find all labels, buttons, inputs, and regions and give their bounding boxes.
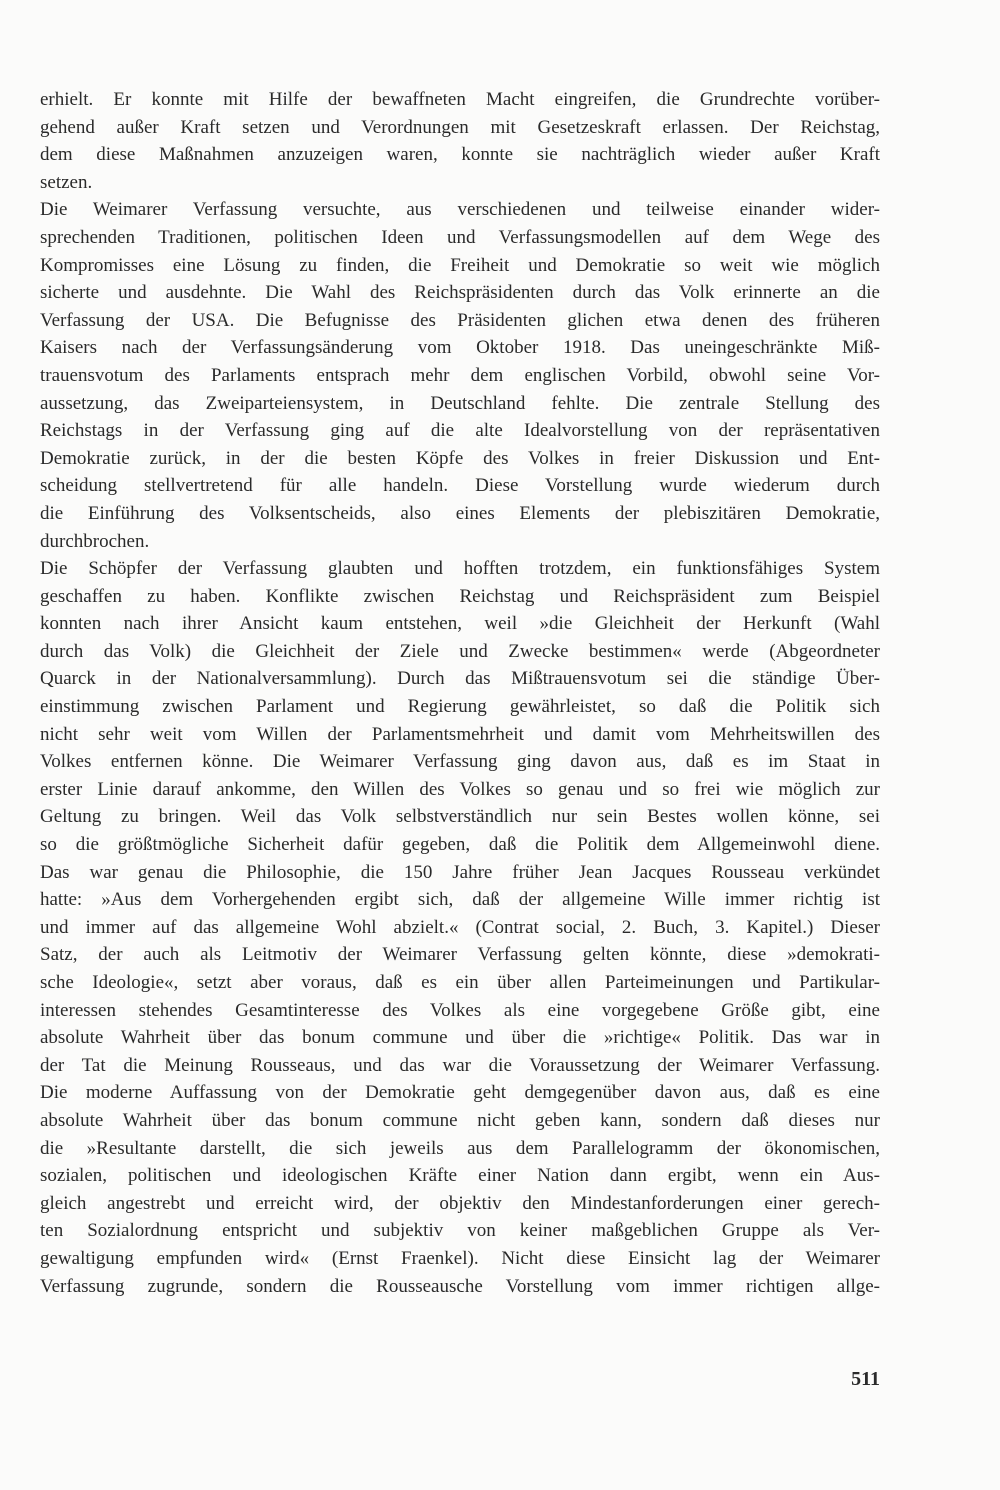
text-line: interessen stehendes Gesamtinteresse des Volkes als eine vorgegebene Größe gibt, eine <box>40 999 880 1021</box>
text-line: gewaltigung empfunden wird« (Ernst Fraenkel). Nicht diese Einsicht lag der Weimarer <box>40 1247 880 1269</box>
text-line: Die Weimarer Verfassung versuchte, aus verschiedenen und teilweise einander wider- <box>40 199 880 221</box>
text-line: Verfassung der USA. Die Befugnisse des Präsidenten glichen etwa denen des früheren <box>40 309 880 331</box>
text-line: die »Resultante darstellt, die sich jeweils aus dem Parallelogramm der ökonomischen, <box>40 1137 880 1159</box>
text-line: so die größtmögliche Sicherheit dafür gegeben, daß die Politik dem Allgemeinwohl diene. <box>40 834 880 856</box>
text-line: absolute Wahrheit über das bonum commune und über die »richtige« Politik. Das war in <box>40 1027 880 1049</box>
text-line: aussetzung, das Zweiparteiensystem, in Deutschland fehlte. Die zentrale Stellung des <box>40 392 880 414</box>
page-number: 511 <box>851 1368 880 1390</box>
text-line: sicherte und ausdehnte. Die Wahl des Reichspräsidenten durch das Volk erinnerte an die <box>40 282 880 304</box>
text-line: Kompromisses eine Lösung zu finden, die Freiheit und Demokratie so weit wie möglich <box>40 254 880 276</box>
text-line: die Einführung des Volksentscheids, also eines Elements der plebiszitären Demokratie, <box>40 502 880 524</box>
text-line: scheidung stellvertretend für alle handeln. Diese Vorstellung wurde wiederum durch <box>40 475 880 497</box>
text-line: Geltung zu bringen. Weil das Volk selbstverständlich nur sein Bestes wollen könne, sei <box>40 806 880 828</box>
text-line: trauensvotum des Parlaments entsprach mehr dem englischen Vorbild, obwohl seine Vor- <box>40 364 880 386</box>
text-line: Satz, der auch als Leitmotiv der Weimarer Verfassung gelten könnte, diese »demokrati- <box>40 944 880 966</box>
text-line: hatte: »Aus dem Vorhergehenden ergibt sich, daß der allgemeine Wille immer richtig ist <box>40 889 880 911</box>
text-line: Quarck in der Nationalversammlung). Durch das Mißtrauensvotum sei die ständige Über- <box>40 668 880 690</box>
text-line: durch das Volk) die Gleichheit der Ziele und Zwecke bestimmen« werde (Abgeordneter <box>40 640 880 662</box>
text-line: sozialen, politischen und ideologischen Kräfte einer Nation dann ergibt, wenn ein Aus- <box>40 1165 880 1187</box>
text-line: geschaffen zu haben. Konflikte zwischen Reichstag und Reichspräsident zum Beispiel <box>40 585 880 607</box>
text-line: der Tat die Meinung Rousseaus, und das war die Voraussetzung der Weimarer Verfassung. <box>40 1054 880 1076</box>
text-line: Volkes entfernen könne. Die Weimarer Verfassung ging davon aus, daß es im Staat in <box>40 751 880 773</box>
text-line: konnten nach ihrer Ansicht kaum entstehen, weil »die Gleichheit der Herkunft (Wahl <box>40 613 880 635</box>
text-line: und immer auf das allgemeine Wohl abzielt.« (Contrat social, 2. Buch, 3. Kapitel.) Dieser <box>40 916 880 938</box>
text-line: absolute Wahrheit über das bonum commune nicht geben kann, sondern daß dieses nur <box>40 1109 880 1131</box>
text-line: nicht sehr weit vom Willen der Parlamentsmehrheit und damit vom Mehrheitswillen des <box>40 723 880 745</box>
text-line: Die moderne Auffassung von der Demokratie geht demgegenüber davon aus, daß es eine <box>40 1082 880 1104</box>
text-line: Demokratie zurück, in der die besten Köpfe des Volkes in freier Diskussion und Ent- <box>40 447 880 469</box>
text-line: dem diese Maßnahmen anzuzeigen waren, konnte sie nachträglich wieder außer Kraft <box>40 144 880 166</box>
text-line: sche Ideologie«, setzt aber voraus, daß es ein über allen Parteimeinungen und Partikular- <box>40 972 880 993</box>
text-line: einstimmung zwischen Parlament und Regierung gewährleistet, so daß die Politik sich <box>40 696 880 718</box>
text-line: gleich angestrebt und erreicht wird, der objektiv den Mindestanforderungen einer gerech- <box>40 1192 880 1214</box>
text-line: ten Sozialordnung entspricht und subjektiv von keiner maßgeblichen Gruppe als Ver- <box>40 1220 880 1242</box>
text-line: Kaisers nach der Verfassungsänderung vom Oktober 1918. Das uneingeschränkte Miß- <box>40 337 880 359</box>
text-line: erster Linie darauf ankomme, den Willen des Volkes so genau und so frei wie möglich zur <box>40 778 880 800</box>
text-line: erhielt. Er konnte mit Hilfe der bewaffneten Macht eingreifen, die Grundrechte vorüber- <box>40 89 880 110</box>
text-line: durchbrochen. <box>40 530 150 552</box>
text-line: setzen. <box>40 171 93 193</box>
text-line: Das war genau die Philosophie, die 150 Jahre früher Jean Jacques Rousseau verkündet <box>40 861 880 883</box>
body-text <box>40 86 880 1300</box>
text-line: sprechenden Traditionen, politischen Ideen und Verfassungsmodellen auf dem Wege des <box>40 226 880 248</box>
text-line: Verfassung zugrunde, sondern die Rousseausche Vorstellung vom immer richtigen allge- <box>40 1275 880 1297</box>
text-line: Reichstags in der Verfassung ging auf die alte Idealvorstellung von der repräsentativen <box>40 420 880 442</box>
text-line: Die Schöpfer der Verfassung glaubten und hofften trotzdem, ein funktionsfähiges System <box>40 558 880 580</box>
text-line: gehend außer Kraft setzen und Verordnungen mit Gesetzeskraft erlassen. Der Reichstag, <box>40 116 880 138</box>
